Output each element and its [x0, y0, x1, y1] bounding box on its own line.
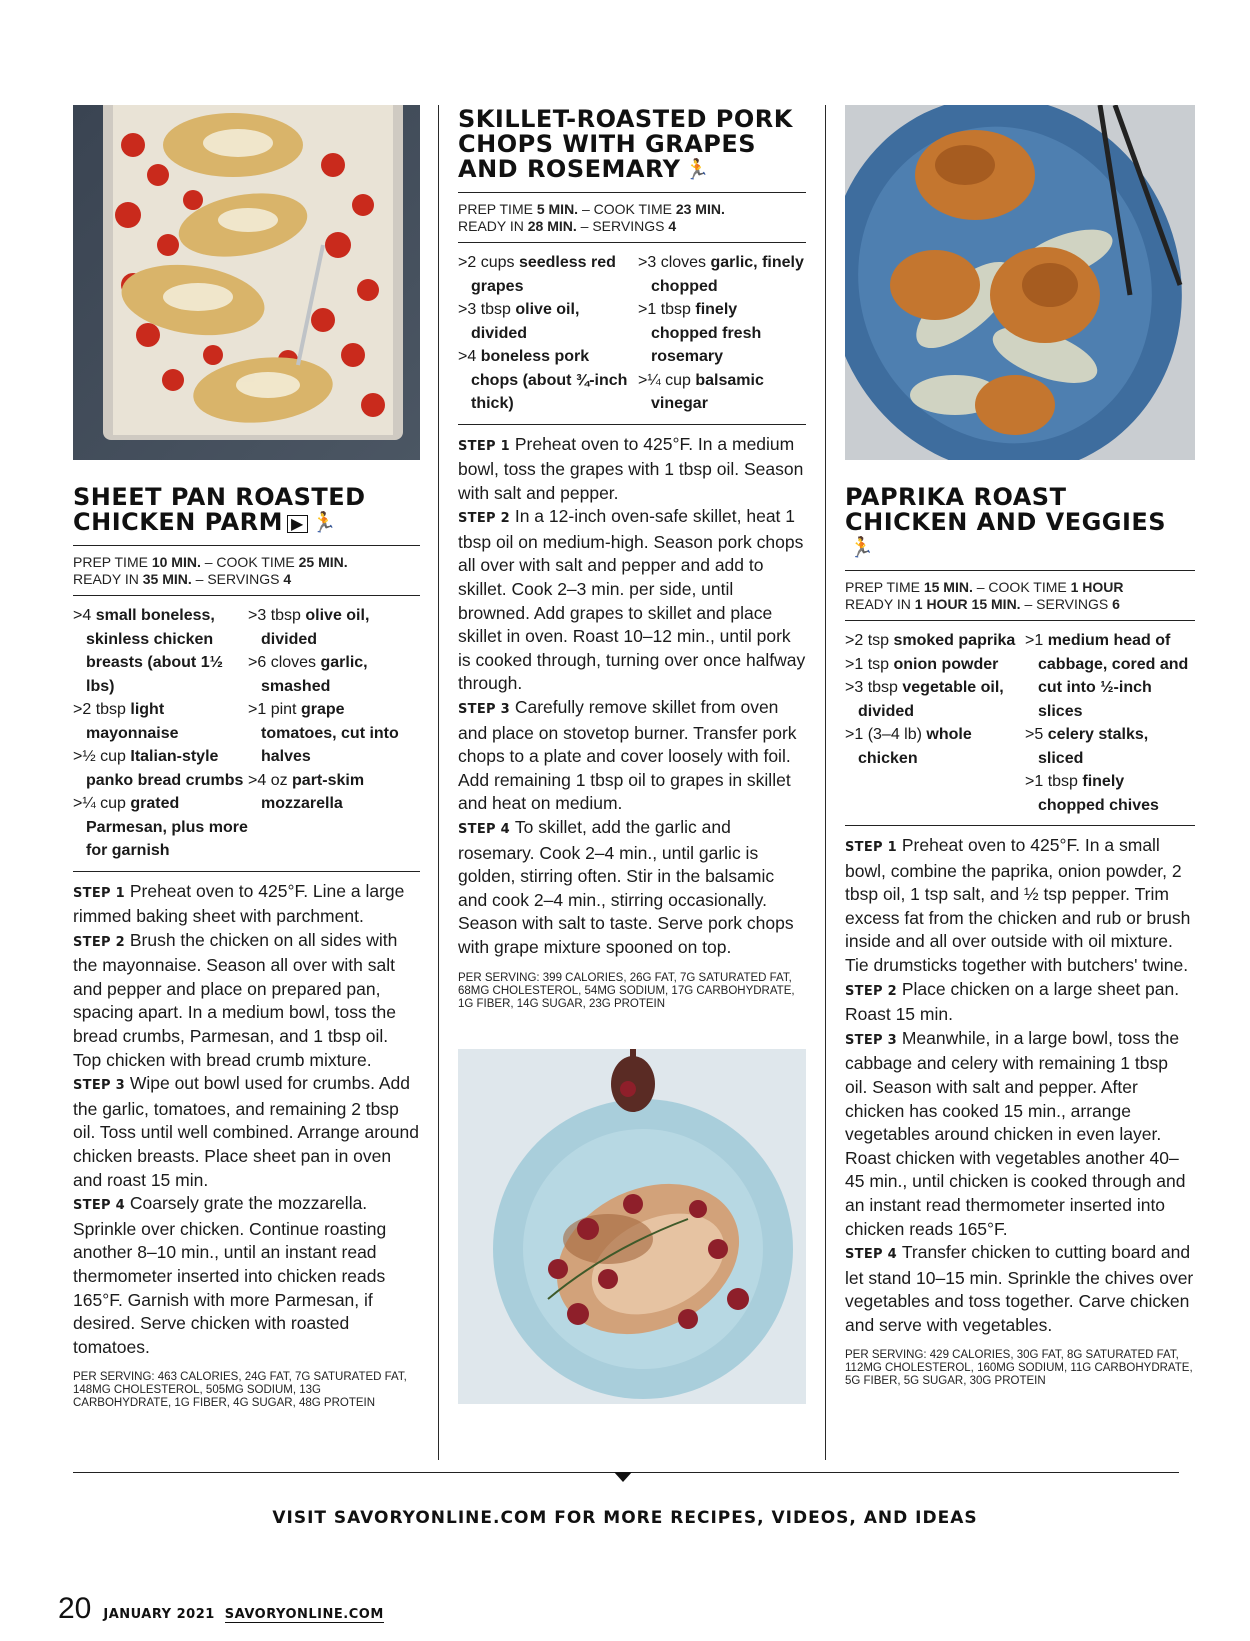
step-label: STEP 2	[845, 983, 902, 999]
recipe-steps	[73, 872, 420, 1360]
step-label: STEP 1	[73, 885, 130, 901]
recipe-steps	[458, 425, 806, 960]
nutrition-info: PER SERVING: 463 CALORIES, 24G FAT, 7G SATURATED FAT, 148MG CHOLESTEROL, 505MG SODIUM, 13G CARBOHYDRATE, 1G FIBER, 4G SUGAR, 48G PROTEIN	[73, 1371, 407, 1410]
bold-text: medium head of cabbage, cored and cut into ½-inch slices	[1038, 632, 1189, 720]
bold-text: celery stalks, sliced	[1038, 726, 1149, 767]
bold-text: part-skim mozzarella	[261, 771, 365, 812]
ingredients-column	[638, 251, 806, 416]
text: >4 oz	[248, 771, 293, 789]
step-text: Brush the chicken on all sides with the mayonnaise. Season all over with salt and pepper and place on prepared pan, spacing apart. In a medium bowl, toss the bread crumbs, Parmesan, and 1 tbsp oil. Top chicken with bread crumb mixture.	[73, 929, 398, 1070]
step-text: Place chicken on a large sheet pan. Roast 15 min.	[845, 978, 1180, 1025]
ingredient-item	[73, 698, 248, 745]
bold-text: 23 MIN.	[675, 201, 725, 217]
step-label: STEP 3	[845, 1032, 902, 1048]
chicken-parm-image	[73, 105, 420, 460]
text: >¼ cup	[73, 795, 131, 812]
bold-text: 4	[283, 571, 292, 587]
ingredients	[845, 621, 1195, 825]
title-line: PAPRIKA ROAST	[845, 483, 1067, 511]
ingredients	[73, 596, 420, 871]
text: – SERVINGS	[1020, 596, 1113, 612]
step-text: Preheat oven to 425°F. In a small bowl, combine the paprika, onion powder, 2 tbsp oil, 1 tsp salt, and ½ tsp pepper. Trim excess fat from the chicken and rub or brush inside and all over outside with oil mixture. Tie drumsticks together with butchers' twine.	[845, 835, 1191, 975]
ingredient-item	[1025, 629, 1195, 723]
ingredient-item	[845, 629, 1025, 653]
bold-text: balsamic vinegar	[651, 371, 764, 412]
step-text: Carefully remove skillet from oven and place on stovetop burner. Transfer pork chops to a plate and cover loosely with foil. Add remaining 1 tbsp oil to grapes in skillet and heat on medium.	[458, 697, 797, 814]
text: >1	[1025, 632, 1048, 649]
bold-text: finely chopped chives	[1038, 773, 1159, 814]
ingredient-item	[248, 651, 420, 698]
bold-text: finely chopped fresh rosemary	[651, 301, 762, 365]
ingredients	[458, 243, 806, 424]
text: READY IN	[73, 571, 143, 587]
text: >5	[1025, 726, 1048, 743]
bold-text: 4	[668, 218, 677, 234]
text: >3 cloves	[638, 254, 711, 271]
recipe-title	[845, 485, 1195, 560]
title-line: SHEET PAN ROASTED	[73, 483, 366, 511]
page-number: 20	[58, 1592, 92, 1625]
bold-text: grape tomatoes, cut into halves	[261, 701, 399, 765]
step-paragraph	[73, 1192, 420, 1359]
bold-text: onion powder	[893, 655, 999, 673]
bold-text: whole chicken	[858, 726, 972, 767]
text: >3 tbsp	[845, 679, 903, 696]
step-text: To skillet, add the garlic and rosemary. Cook 2–4 min., until garlic is golden, stirring often. Stir in the balsamic and cook 2–4 min., stirring occasionally. Season with salt to taste. Serve pork chops with grape mixture spooned on top.	[458, 817, 794, 957]
bold-text: 15 MIN.	[923, 579, 973, 595]
video-icon[interactable]: ▶	[287, 515, 308, 533]
text: >4	[73, 607, 96, 624]
step-paragraph	[73, 929, 420, 1073]
title-line: CHOPS WITH GRAPES	[458, 130, 757, 158]
website-link[interactable]: SAVORYONLINE.COM	[224, 1607, 384, 1622]
step-paragraph	[845, 1241, 1195, 1337]
text: >1 pint	[248, 701, 301, 718]
bold-text: seedless red grapes	[471, 254, 616, 295]
ingredients-column	[248, 604, 420, 863]
ingredient-item	[1025, 723, 1195, 770]
step-text: Meanwhile, in a large bowl, toss the cabbage and celery with remaining 1 tbsp oil. Season with salt and pepper. After chicken has cooked 15 min., arrange vegetables around chicken in even layer. Roast chicken with vegetables another 40–45 min., until chicken is cooked through and an instant read thermometer inserted into chicken reads 165°F.	[845, 1027, 1186, 1239]
text: >2 cups	[458, 254, 519, 271]
pork-chops-image	[458, 1049, 806, 1404]
nutrition-info: PER SERVING: 399 CALORIES, 26G FAT, 7G SATURATED FAT, 68MG CHOLESTEROL, 54MG SODIUM, 17G CARBOHYDRATE, 1G FIBER, 14G SUGAR, 23G PROTEIN	[458, 971, 795, 1010]
bold-text: small boneless, skinless chicken breasts (about 1½ lbs)	[86, 607, 223, 695]
prep-cook-time	[73, 554, 420, 571]
step-text: In a 12-inch oven-safe skillet, heat 1 tbsp oil on medium-high. Season pork chops all over with salt and pepper and add to skillet. Cook 2–3 min. per side, until browned. Add grapes to skillet and place skillet in oven. Roast 10–12 min., until pork is cooked through, turning over once halfway through.	[458, 506, 806, 694]
ingredient-item	[73, 745, 248, 792]
step-text: Preheat oven to 425°F. Line a large rimmed baking sheet with parchment.	[73, 880, 405, 927]
step-label: STEP 4	[458, 822, 515, 837]
ingredient-item	[845, 676, 1025, 723]
step-paragraph	[458, 816, 806, 960]
text: >1 (3–4 lb)	[845, 726, 927, 743]
text: >1 tbsp	[638, 301, 696, 318]
text: >3 tbsp	[458, 301, 516, 318]
step-paragraph	[845, 978, 1195, 1027]
text: – SERVINGS	[191, 571, 284, 587]
text: READY IN	[458, 218, 528, 234]
text: >4	[458, 348, 481, 365]
step-label: STEP 2	[458, 511, 515, 527]
running-fast-icon: 🏃	[311, 510, 338, 534]
ingredient-item	[248, 698, 420, 769]
bold-text: 25 MIN.	[298, 554, 348, 570]
text: >¼ cup	[638, 371, 696, 389]
ingredients-column	[458, 251, 638, 416]
step-label: STEP 3	[73, 1078, 130, 1094]
step-text: Transfer chicken to cutting board and let stand 10–15 min. Sprinkle the chives over vegetables and toss together. Carve chicken and serve with vegetables.	[845, 1242, 1194, 1335]
ingredient-item	[845, 653, 1025, 677]
ready-servings	[73, 571, 420, 588]
bold-text: 10 MIN.	[151, 554, 201, 570]
bold-text: olive oil, divided	[471, 301, 580, 342]
step-text: Coarsely grate the mozzarella. Sprinkle over chicken. Continue roasting another 8–10 min., until an instant read thermometer inserted into chicken reads 165°F. Garnish with more Parmesan, if desired. Serve chicken with roasted tomatoes.	[73, 1193, 387, 1357]
bold-text: 5 MIN.	[536, 201, 579, 217]
text: – COOK TIME	[578, 201, 676, 217]
recipe-meta	[458, 193, 806, 242]
bold-text: boneless pork chops (about ¾-inch thick)	[471, 348, 628, 412]
nutrition-info: PER SERVING: 429 CALORIES, 30G FAT, 8G SATURATED FAT, 112MG CHOLESTEROL, 160MG SODIUM, 11G CARBOHYDRATE, 5G FIBER, 5G SUGAR, 30G PROTEIN	[845, 1349, 1193, 1388]
recipe-meta	[73, 546, 420, 595]
title-line: SKILLET-ROASTED PORK	[458, 105, 793, 133]
bold-text: olive oil, divided	[261, 607, 370, 648]
recipe-chicken-parm	[73, 105, 420, 1410]
text: >2 tbsp	[73, 701, 131, 718]
running-fast-icon: 🏃	[849, 535, 875, 559]
text: – COOK TIME	[200, 554, 299, 570]
title-line: CHICKEN AND VEGGIES	[845, 508, 1167, 536]
step-label: STEP 4	[845, 1247, 902, 1263]
bold-text: 35 MIN.	[142, 571, 192, 587]
pork-chops-photo	[458, 1049, 806, 1404]
ingredient-item	[458, 345, 638, 416]
ingredient-item	[248, 604, 420, 651]
step-paragraph	[845, 1027, 1195, 1241]
step-label: STEP 1	[845, 840, 902, 855]
recipe-title	[73, 485, 420, 535]
column-divider-right	[825, 105, 826, 1460]
text: PREP TIME	[845, 579, 924, 595]
bold-text: grated Parmesan, plus more for garnish	[86, 795, 248, 859]
bold-text: light mayonnaise	[86, 701, 179, 742]
title-line: AND ROSEMARY	[458, 155, 681, 183]
bold-text: garlic, smashed	[261, 654, 368, 695]
ingredients-column	[1025, 629, 1195, 817]
prep-cook-time	[845, 579, 1195, 596]
step-paragraph	[458, 505, 806, 696]
bold-text: smoked paprika	[893, 632, 1016, 649]
paprika-chicken-photo	[845, 105, 1195, 460]
title-line: CHICKEN PARM	[73, 508, 283, 536]
bold-text: 28 MIN.	[527, 218, 577, 234]
ingredient-item	[458, 251, 638, 298]
step-text: Wipe out bowl used for crumbs. Add the garlic, tomatoes, and remaining 2 tbsp oil. Toss until well combined. Arrange around chicken breasts. Place sheet pan in oven and roast 15 min.	[73, 1073, 419, 1190]
ingredient-item	[73, 604, 248, 698]
step-paragraph	[458, 433, 806, 506]
ingredient-item	[638, 251, 806, 298]
text: >2 tsp	[845, 632, 894, 649]
running-fast-icon: 🏃	[684, 157, 710, 181]
ingredient-item	[845, 723, 1025, 770]
ingredients-column	[73, 604, 248, 863]
text: >1 tbsp	[1025, 773, 1083, 790]
ingredient-item	[1025, 770, 1195, 817]
ingredient-item	[458, 298, 638, 345]
text: – COOK TIME	[972, 579, 1071, 595]
column-divider-left	[438, 105, 439, 1460]
step-paragraph	[458, 696, 806, 816]
ingredient-item	[73, 792, 248, 863]
step-label: STEP 2	[73, 934, 130, 950]
ingredient-item	[248, 769, 420, 816]
down-arrow-icon	[614, 1472, 632, 1482]
paprika-chicken-image	[845, 105, 1195, 460]
recipe-pork-chops	[458, 105, 806, 1404]
bold-text: garlic, finely chopped	[651, 254, 804, 295]
text: PREP TIME	[73, 554, 152, 570]
recipe-paprika-chicken	[845, 105, 1195, 1388]
bold-text: 1 HOUR	[1070, 579, 1124, 595]
bold-text: Italian-style panko bread crumbs	[86, 748, 244, 789]
bold-text: vegetable oil, divided	[858, 679, 1004, 720]
step-label: STEP 4	[73, 1198, 130, 1214]
recipe-meta	[845, 571, 1195, 620]
prep-cook-time	[458, 201, 806, 218]
step-label: STEP 3	[458, 702, 515, 718]
step-label: STEP 1	[458, 438, 515, 454]
text: PREP TIME	[458, 201, 537, 217]
text: READY IN	[845, 596, 915, 612]
step-paragraph	[845, 834, 1195, 978]
step-text: Preheat oven to 425°F. In a medium bowl, toss the grapes with 1 tbsp oil. Season with salt and pepper.	[458, 433, 804, 503]
ready-servings	[845, 596, 1195, 613]
step-paragraph	[73, 880, 420, 929]
bold-text: 6	[1112, 596, 1120, 612]
recipe-steps	[845, 826, 1195, 1337]
visit-website-banner[interactable]: VISIT SAVORYONLINE.COM FOR MORE RECIPES, VIDEOS, AND IDEAS	[272, 1508, 978, 1528]
page-footer	[58, 1592, 384, 1626]
text: >1 tsp	[845, 655, 894, 673]
ingredients-column	[845, 629, 1025, 817]
issue-date: JANUARY 2021	[103, 1607, 215, 1622]
step-paragraph	[73, 1072, 420, 1192]
text: – SERVINGS	[576, 218, 669, 234]
text: >6 cloves	[248, 654, 321, 671]
bold-text: 1 HOUR 15 MIN.	[914, 596, 1021, 612]
ingredient-item	[638, 298, 806, 369]
text: >½ cup	[73, 748, 131, 765]
text: >3 tbsp	[248, 607, 306, 624]
chicken-parm-photo	[73, 105, 420, 460]
recipe-title	[458, 107, 806, 182]
ingredient-item	[638, 369, 806, 416]
ready-servings	[458, 218, 806, 235]
